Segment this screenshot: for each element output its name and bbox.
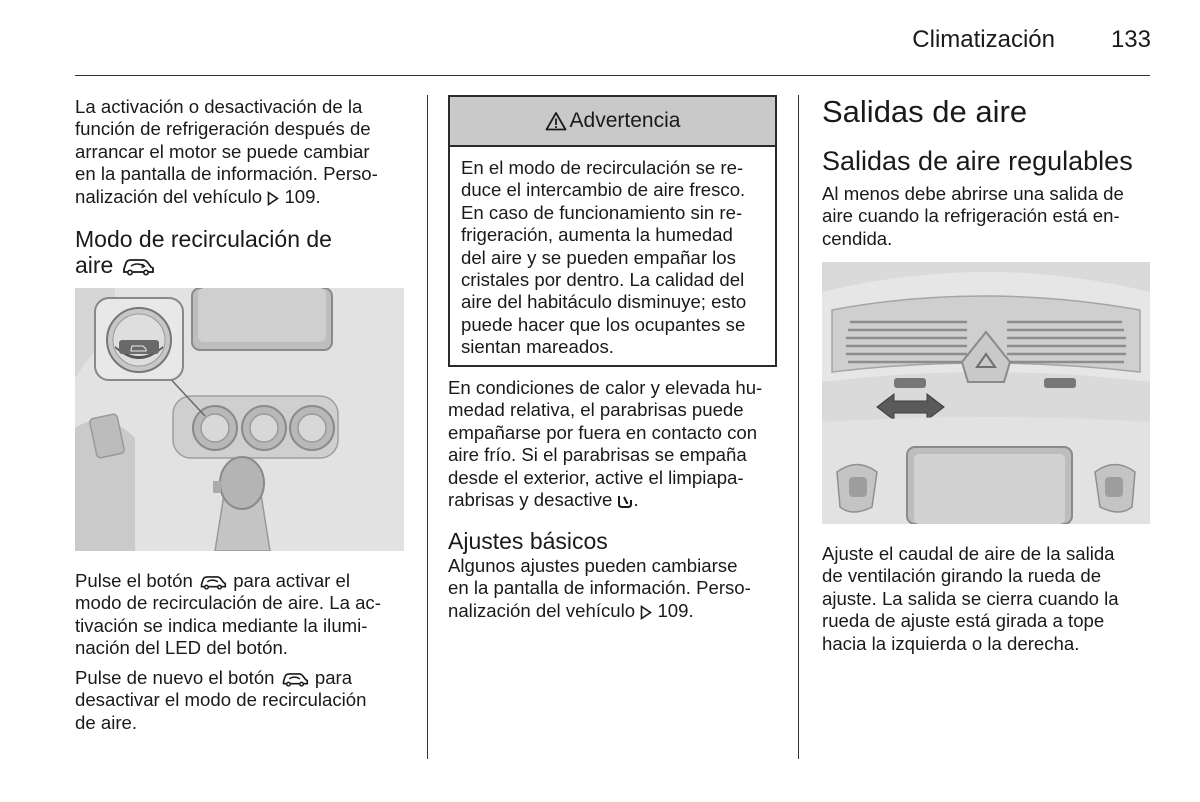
deactivate-paragraph xyxy=(75,667,366,734)
text-line: en la pantalla de información. Perso- xyxy=(75,163,378,185)
air-vents-photo xyxy=(822,262,1150,524)
text-fragment: Pulse de nuevo el botón xyxy=(75,667,275,688)
text-line: ajuste. La salida se cierra cuando la xyxy=(822,587,1119,609)
section-title: Climatización xyxy=(912,26,1055,53)
text-line: del aire y se pueden empañar los xyxy=(461,246,736,268)
column-divider-1 xyxy=(427,95,428,759)
text-fragment: rabrisas y desactive xyxy=(448,489,613,511)
text-line: nación del LED del botón. xyxy=(75,637,288,659)
text-line: modo de recirculación de aire. La ac- xyxy=(75,592,381,614)
warning-box xyxy=(448,95,777,367)
text-line xyxy=(448,489,762,511)
intro-paragraph xyxy=(75,96,378,208)
text-line: aire frío. Si el parabrisas se empaña xyxy=(448,444,747,466)
text-line: duce el intercambio de aire fresco. xyxy=(461,179,746,201)
text-line: aire del habitáculo disminuye; esto xyxy=(461,291,747,313)
text-line xyxy=(448,600,751,622)
heading-fragment: aire xyxy=(75,252,114,278)
text-fragment: para xyxy=(314,667,353,688)
text-line: aire cuando la refrigeración está en- xyxy=(822,205,1120,227)
air-recirculation-car-icon xyxy=(280,669,310,687)
page-reference[interactable]: 109. xyxy=(284,185,321,207)
heading-adjustable-vents: Salidas de aire regulables xyxy=(822,146,1133,176)
vents-illustration xyxy=(822,262,1150,524)
vents-adjust-paragraph xyxy=(822,543,1119,655)
text-fragment: para activar el xyxy=(233,570,350,591)
text-line xyxy=(75,570,381,592)
warning-triangle-icon xyxy=(545,111,567,131)
text-line: medad relativa, el parabrisas puede xyxy=(448,399,744,421)
heading-air-vents: Salidas de aire xyxy=(822,94,1028,129)
air-recirculation-car-icon xyxy=(198,572,228,590)
text-line: Ajuste el caudal de aire de la salida xyxy=(822,543,1115,564)
text-fragment: nalización del vehículo xyxy=(75,185,263,207)
page-reference[interactable]: 109. xyxy=(657,599,694,621)
warning-header xyxy=(450,97,775,147)
text-fragment: . xyxy=(633,489,639,511)
triangle-arrow-right-icon xyxy=(640,605,652,620)
text-line: arrancar el motor se puede cambiar xyxy=(75,140,370,162)
air-recirculation-car-icon xyxy=(120,254,156,276)
text-line: Al menos debe abrirse una salida de xyxy=(822,183,1124,204)
heading-line: Modo de recirculación de xyxy=(75,226,332,252)
text-line: tivación se indica mediante la ilumi- xyxy=(75,614,368,636)
text-line: desde el exterior, active el limpiapa- xyxy=(448,466,744,488)
text-line: sientan mareados. xyxy=(461,336,614,358)
text-fragment: nalización del vehículo xyxy=(448,599,636,621)
text-line: en la pantalla de información. Perso- xyxy=(448,577,751,599)
windshield-paragraph xyxy=(448,377,762,511)
text-line: En condiciones de calor y elevada hu- xyxy=(448,377,763,398)
text-line: La activación o desactivación de la xyxy=(75,96,363,117)
header-rule xyxy=(75,75,1150,76)
page-number: 133 xyxy=(1110,26,1151,53)
warning-title: Advertencia xyxy=(569,109,681,132)
text-line xyxy=(75,186,378,208)
basic-settings-paragraph xyxy=(448,555,751,622)
text-line: de aire. xyxy=(75,711,138,733)
dashboard-illustration xyxy=(75,288,404,551)
heading-recirculation xyxy=(75,226,332,278)
text-line: frigeración, aumenta la humedad xyxy=(461,224,733,246)
text-line: Algunos ajustes pueden cambiarse xyxy=(448,555,738,576)
warning-body xyxy=(450,147,775,369)
text-fragment: Pulse el botón xyxy=(75,570,193,591)
triangle-arrow-right-icon xyxy=(267,191,279,206)
rear-window-wiper-icon xyxy=(617,493,633,509)
text-line: función de refrigeración después de xyxy=(75,118,371,140)
text-line: rueda de ajuste está girada a tope xyxy=(822,610,1105,632)
text-line: hacia la izquierda o la derecha. xyxy=(822,632,1080,654)
text-line: empañarse por fuera en contacto con xyxy=(448,421,758,443)
text-line: cendida. xyxy=(822,227,893,249)
recirculation-button-photo xyxy=(75,288,404,551)
activate-paragraph xyxy=(75,570,381,660)
heading-basic-settings: Ajustes básicos xyxy=(448,528,608,554)
vents-intro-paragraph xyxy=(822,183,1124,250)
text-line: En caso de funcionamiento sin re- xyxy=(461,201,743,223)
column-divider-2 xyxy=(798,95,799,759)
text-line: de ventilación girando la rueda de xyxy=(822,565,1102,587)
text-line: En el modo de recirculación se re- xyxy=(461,157,744,178)
text-line xyxy=(75,667,366,689)
text-line: desactivar el modo de recirculación xyxy=(75,689,367,711)
heading-line xyxy=(75,252,332,278)
text-line: cristales por dentro. La calidad del xyxy=(461,269,745,291)
text-line: puede hacer que los ocupantes se xyxy=(461,313,746,335)
